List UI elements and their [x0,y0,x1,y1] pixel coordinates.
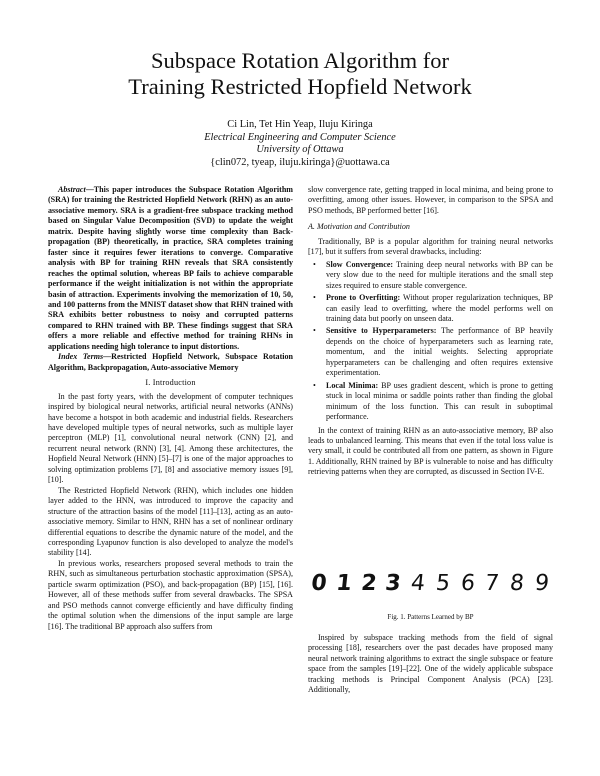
title-line-2: Training Restricted Hopfield Network [128,74,472,99]
digit-image-0: 0 [310,570,328,596]
subsection-heading-motivation: A. Motivation and Contribution [308,222,410,232]
list-item-term: Local Minima: [326,380,379,390]
paper-title [0,48,600,100]
digit-image-2: 2 [359,570,378,596]
list-item-text: Without proper regularization techniques, BP can easily lead to overfitting, where the model performs well on training data but poorly on unseen data. [326,293,553,323]
digit-image-1: 1 [334,570,353,596]
bullet-icon: • [313,259,316,269]
digit-image-6: 6 [459,570,476,596]
figure-caption: Fig. 1. Patterns Learned by BP [387,613,474,621]
bullet-icon: • [313,380,316,390]
index-terms-label: Index Terms [58,352,104,362]
abstract-text: —This paper introduces the Subspace Rotation Algorithm (SRA) for training the Restricted Hopfield Network (RHN) as an auto-associative memory. SRA is a gradient-free subspace tracking method based on Singular Value Decomposition (SVD) to update the weight matrix. Despite having slightly worse time complexity than Back-propagation (BP) theoretically, in practice, SRA completes training faster since it requires fewer iterations to converge. Comparative analysis with BP for training RHN reveals that SRA consistently reaches the optimal solution, whereas BP fails to achieve comparable performance if the weight initialization is not within the appropriate basin of attraction. Experiments involving the memorization of 10, 50, and 100 patterns from the MNIST dataset show that RHN trained with SRA exhibits better robustness to noisy and corrupted patterns compared to RHN trained with BP. These findings suggest that SRA offers a more reliable and effective method for training RHNs in applications needing high tolerance to input distortions. [48,185,293,351]
motivation-paragraph-3: Inspired by subspace tracking methods from the field of signal processing [18], researchers over the past decades have proposed many neural network training algorithms to extract the single subspace or feature space from the samples [19]–[22]. One of the widely applicable subspace tracking methods is Principal Component Analysis (PCA) [23]. Additionally, [308,633,553,695]
figure-patterns-learned [308,566,553,600]
bullet-icon: • [313,326,316,336]
list-item [308,326,553,378]
bullet-icon: • [313,293,316,303]
left-column [48,185,293,632]
digit-image-3: 3 [384,570,403,596]
author-department: Electrical Engineering and Computer Science [204,131,396,143]
index-terms [48,352,293,373]
list-item-text: BP uses gradient descent, which is prone to getting stuck in local minima or saddle points rather than finding the global minimum of the loss function. This can result in suboptimal performance. [326,380,553,422]
drawback-list [308,260,553,423]
digit-image-9: 9 [533,570,551,596]
index-terms-text: —Restricted Hopfield Network, Subspace Rotation Algorithm, Backpropagation, Auto-associative Memory [48,352,293,372]
digit-image-7: 7 [484,570,501,596]
digit-image-5: 5 [434,570,452,596]
list-item [308,260,553,291]
motivation-paragraph-2: In the context of training RHN as an auto-associative memory, BP also leads to unbalanced learning. This means that even if the total loss value is very small, it could be contributed all from one pattern, as shown in Figure 1. Additionally, RHN trained by BP is vulnerable to noise and has difficulty retrieving patterns when they are corrupted, as discussed in Section IV-E. [308,425,553,477]
list-item [308,293,553,324]
list-item-text: Training deep neural networks with BP can be very slow due to the need for multiple iterations and the small step sizes required to ensure stable convergence. [326,259,553,290]
title-line-1: Subspace Rotation Algorithm for [150,48,450,73]
author-university: University of Ottawa [256,144,344,156]
motivation-paragraph-1: Traditionally, BP is a popular algorithm for training neural networks [17], but it suffers from several drawbacks, including: [308,236,553,257]
list-item-term: Prone to Overfitting: [326,293,401,303]
intro-paragraph-3: In previous works, researchers proposed several methods to train the RHN, such as simultaneous perturbation stochastic approximation (SPSA), particle swarm optimization (PSO), and back-propagation (BP) [15], [16]. However, all of these methods suffer from several drawbacks. The SPSA and PSO methods cannot converge efficiently and have difficulty finding the optimal solution when the dimensions of the input sample are large [16]. The traditional BP approach also suffers from [48,558,293,631]
list-item-text: The performance of BP heavily depends on the choice of hyperparameters such as learning rate, momentum, and the initial weights. Selecting appropriate hyperparameters can be challenging and often requires extensive experimentation. [326,326,554,378]
list-item [308,381,553,423]
intro-paragraph-1: In the past forty years, with the development of computer techniques inspired by biological neural networks, artificial neural networks (ANNs) have become a hotspot in both academic and industrial fields. Researchers have developed multiple types of neural networks, such as multiple layer perceptron (MLP) [1], convolutional neural network (CNN) [2], and recurrent neural network (RNN) [3], [4]. Among these architectures, the Hopfield Neural Network (HNN) [5]–[7] is one of the major approaches to solving optimization problems [7], [8] and associative memory issues [9], [10]. [48,391,293,485]
author-names: Ci Lin, Tet Hin Yeap, Iluju Kiringa [227,119,373,130]
list-item-term: Sensitive to Hyperparameters: [326,326,437,336]
right-column-lower [308,633,553,696]
intro-paragraph-2: The Restricted Hopfield Network (RHN), which includes one hidden layer added to the HNN, was introduced to improve the capacity and structure of the attraction basins of the model [11]–[13], acting as an auto-associative memory. Similar to HNN, RHN has a set of nonlinear ordinary differential equations to describe the dynamic nature of the model, and the corresponding Lyapunov function is also developed to analyze the model's stability [14]. [48,485,293,558]
intro-paragraph-3-continued: slow convergence rate, getting trapped in local minima, and being prone to overfitting, among other issues. However, in comparison to the SPSA and PSO methods, BP performed better [16]. [308,185,553,215]
author-email: {clin072, tyeap, iluju.kiringa}@uottawa.ca [210,156,390,168]
author-block [0,119,600,169]
abstract [48,185,293,352]
right-column [308,185,553,478]
list-item-term: Slow Convergence: [326,259,394,269]
digit-image-4: 4 [409,570,427,596]
section-heading-introduction: I. Introduction [145,378,196,388]
abstract-label: Abstract [58,185,86,194]
digit-image-8: 8 [508,570,526,596]
